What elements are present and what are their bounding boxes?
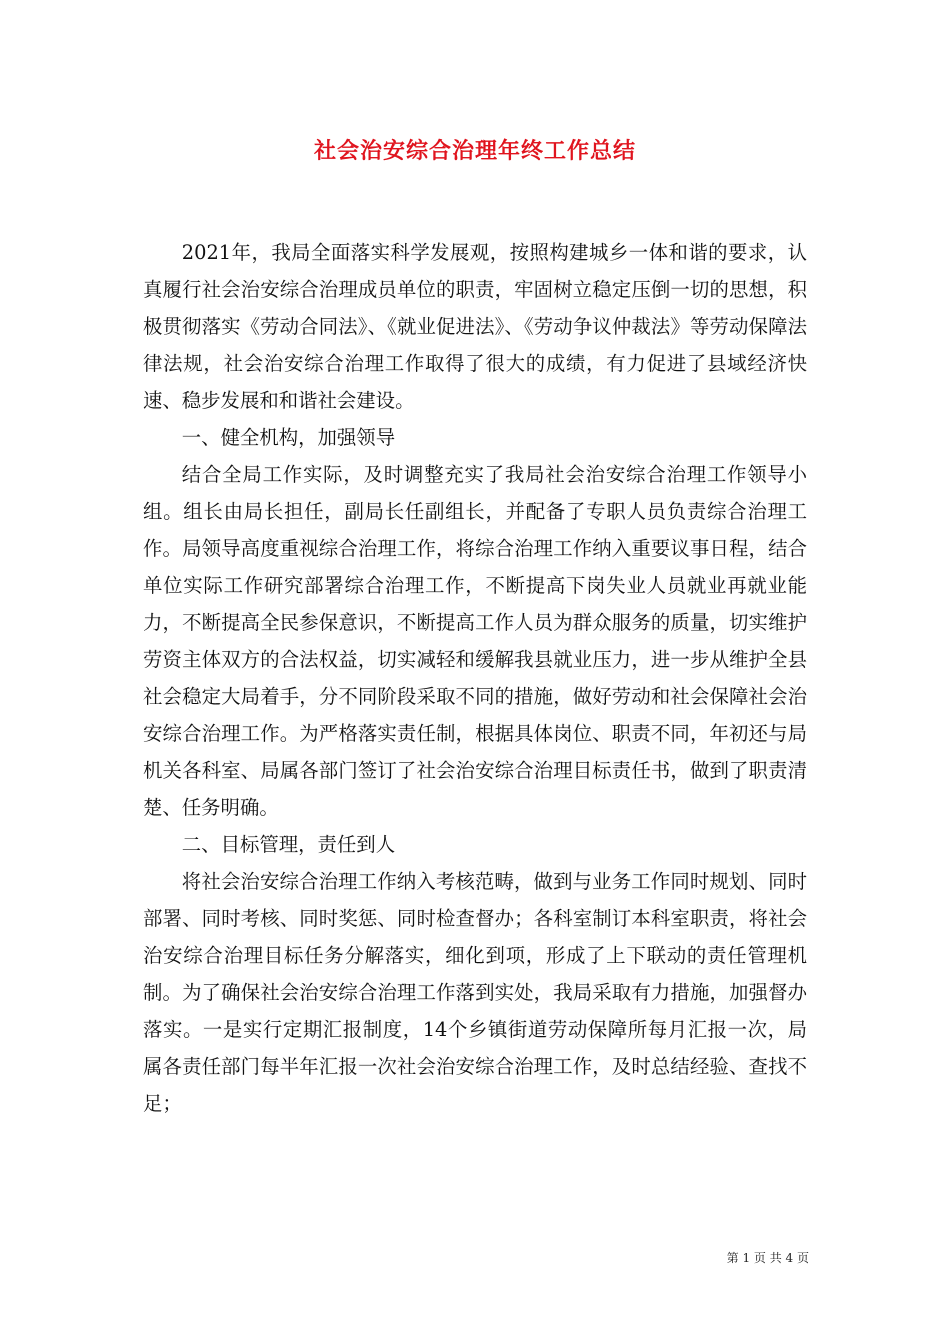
document-body [143,234,807,1122]
document-title: 社会治安综合治理年终工作总结 [313,138,636,164]
section-heading-1: 一、健全机构，加强领导 [181,426,396,449]
intro-paragraph: 2021年，我局全面落实科学发展观，按照构建城乡一体和谐的要求，认真履行社会治安综合治理成员单位的职责，牢固树立稳定压倒一切的思想，积极贯彻落实《劳动合同法》、《就业促进法》、《劳动争议仲裁法》等劳动保障法律法规，社会治安综合治理工作取得了很大的成绩，有力促进了县域经济快速、稳步发展和和谐社会建设。 [143,241,807,412]
section-1-paragraph: 结合全局工作实际，及时调整充实了我局社会治安综合治理工作领导小组。组长由局长担任，副局长任副组长，并配备了专职人员负责综合治理工作。局领导高度重视综合治理工作，将综合治理工作纳入重要议事日程，结合单位实际工作研究部署综合治理工作，不断提高下岗失业人员就业再就业能力，不断提高全民参保意识，不断提高工作人员为群众服务的质量，切实维护劳资主体双方的合法权益，切实减轻和缓解我县就业压力，进一步从维护全县社会稳定大局着手，分不同阶段采取不同的措施，做好劳动和社会保障社会治安综合治理工作。为严格落实责任制，根据具体岗位、职责不同，年初还与局机关各科室、局属各部门签订了社会治安综合治理目标责任书，做到了职责清楚、任务明确。 [143,463,807,819]
page-number-footer: 第 1 页 共 4 页 [726,1251,809,1265]
section-heading-2: 二、目标管理，责任到人 [181,833,396,856]
section-2-paragraph: 将社会治安综合治理工作纳入考核范畴，做到与业务工作同时规划、同时部署、同时考核、同时奖惩、同时检查督办；各科室制订本科室职责，将社会治安综合治理目标任务分解落实，细化到项，形成了上下联动的责任管理机制。为了确保社会治安综合治理工作落到实处，我局采取有力措施，加强督办落实。一是实行定期汇报制度，14个乡镇街道劳动保障所每月汇报一次，局属各责任部门每半年汇报一次社会治安综合治理工作，及时总结经验、查找不足； [143,870,807,1115]
